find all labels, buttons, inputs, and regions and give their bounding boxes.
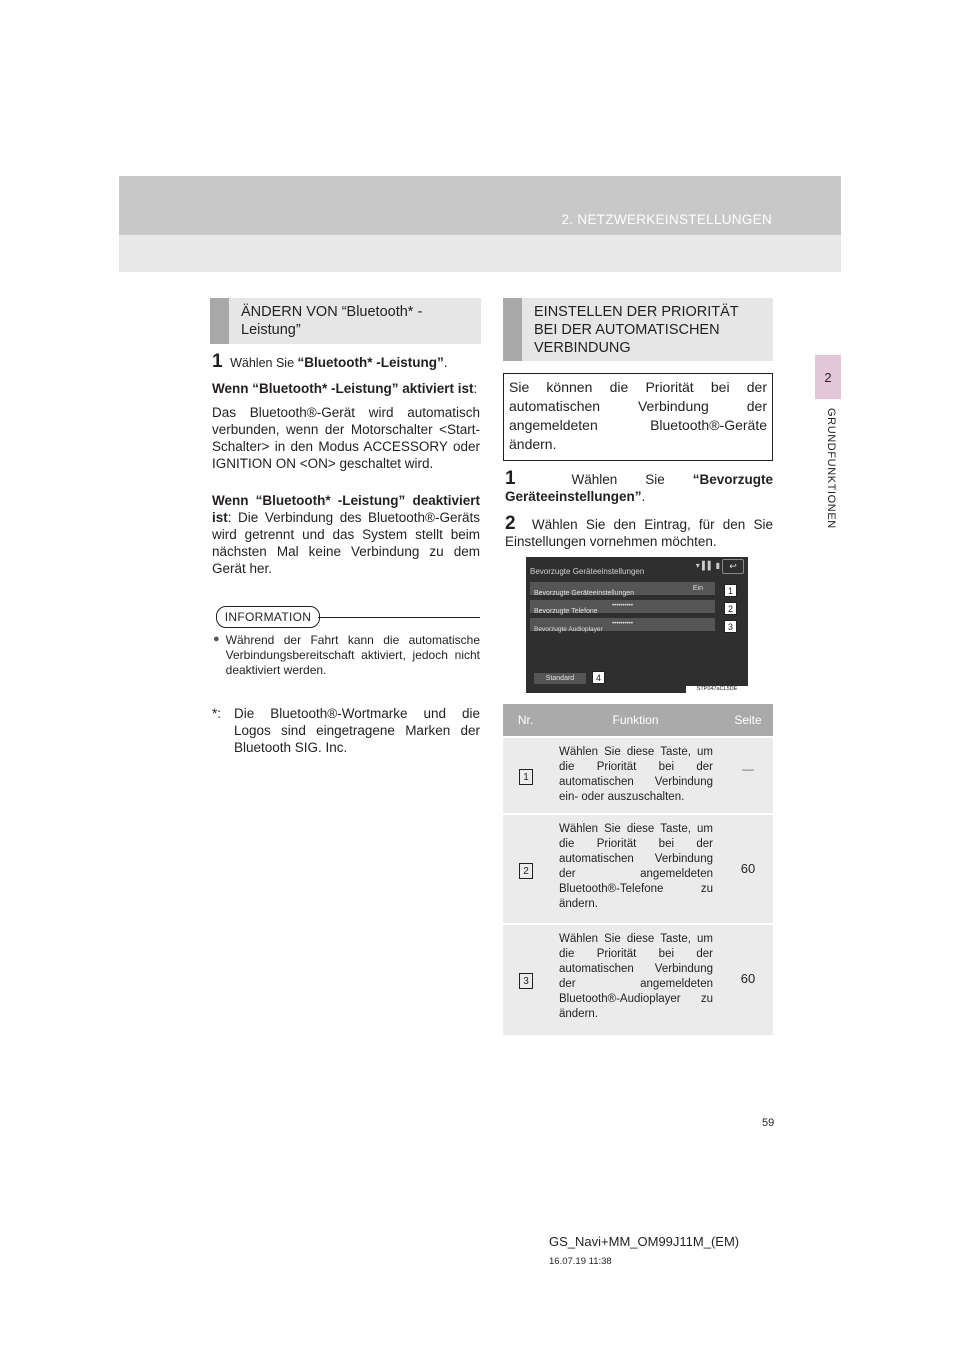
chapter-tab-number: 2 <box>815 355 841 399</box>
callout-4: 4 <box>592 671 605 684</box>
left-on-text: Das Bluetooth®-Gerät wird automatisch verbunden, wenn der Motorschalter <Start-Schalter> in den Modus ACCESSORY oder IGNITION ON <ON> geschaltet wird. <box>212 405 480 471</box>
footnote: *: Die Bluetooth®-Wortmarke und die Logos sind eingetragene Marken der Bluetooth SIG. Inc. <box>212 706 480 755</box>
left-section-heading: ÄNDERN VON “Bluetooth* - Leistung” <box>210 298 481 344</box>
table-row: 3 Wählen Sie diese Taste, um die Priorität bei der automatischen Verbindung der angemeldeten Bluetooth®-Audioplayer zu ändern. 60 <box>503 925 773 1035</box>
intro-box: Sie können die Priorität bei der automatischen Verbindung der angemeldeten Bluetooth®-Geräte ändern. <box>503 373 773 461</box>
information-item: ● Während der Fahrt kann die automatische Verbindungsbereitschaft aktiviert, jedoch nicht deaktiviert werden. <box>213 633 480 677</box>
right-step-1: 1 Wählen Sie “Bevorzugte Geräteeinstellungen”. <box>505 468 773 504</box>
table-row: 2 Wählen Sie diese Taste, um die Priorität bei der automatischen Verbindung der angemeldeten Bluetooth®-Telefone zu ändern. 60 <box>503 815 773 923</box>
section-title: 2. NETZWERKEINSTELLUNGEN <box>561 212 772 227</box>
screen-row-preferred-audio[interactable]: Bevorzugte Audioplayer •••••••••• <box>530 618 715 631</box>
chapter-tab-label: GRUNDFUNKTIONEN <box>825 408 837 529</box>
callout-3: 3 <box>724 620 737 633</box>
header-subband <box>119 235 841 272</box>
left-off-state: Wenn “Bluetooth* -Leistung” deaktiviert ist: Die Verbindung des Bluetooth®-Geräts wird getrennt und das System stellt beim nächsten Mal keine Verbindung zu dem Gerät her. <box>212 493 480 576</box>
callout-2: 2 <box>724 602 737 615</box>
information-rule <box>318 617 480 618</box>
table-row: 1 Wählen Sie diese Taste, um die Priorität bei der automatischen Verbindung ein- oder auszuschalten. — <box>503 738 773 813</box>
screen-row-auto-priority[interactable]: Bevorzugte Geräteeinstellungen Ein <box>530 582 715 595</box>
back-icon[interactable]: ↩ <box>722 559 744 574</box>
left-on-state: Wenn “Bluetooth* -Leistung” aktiviert ist: <box>212 381 478 396</box>
document-code: GS_Navi+MM_OM99J11M_(EM) <box>549 1234 740 1249</box>
table-header: Nr. Funktion Seite <box>503 704 773 736</box>
image-code: STP047aCL5DE <box>686 686 748 693</box>
left-step-1: 1 Wählen Sie “Bluetooth* -Leistung”. <box>212 351 448 372</box>
device-screenshot <box>526 557 748 693</box>
callout-1: 1 <box>724 584 737 597</box>
status-icons: ▾ ▌▌ ▮ <box>695 561 720 570</box>
screen-standard-button[interactable]: Standard <box>534 673 586 684</box>
right-step-2: 2 Wählen Sie den Eintrag, für den Sie Einstellungen vornehmen möchten. <box>505 513 773 549</box>
bullet-icon: ● <box>213 633 220 645</box>
print-date: 16.07.19 11:38 <box>549 1256 612 1267</box>
screen-row-preferred-phones[interactable]: Bevorzugte Telefone •••••••••• <box>530 600 715 613</box>
right-section-heading: EINSTELLEN DER PRIORITÄT BEI DER AUTOMATISCHEN VERBINDUNG <box>503 298 773 361</box>
information-badge: INFORMATION <box>216 606 320 628</box>
screen-title-bar: Bevorzugte Geräteeinstellungen ▾ ▌▌ ▮ ↩ <box>530 561 744 575</box>
page-number: 59 <box>762 1117 775 1129</box>
